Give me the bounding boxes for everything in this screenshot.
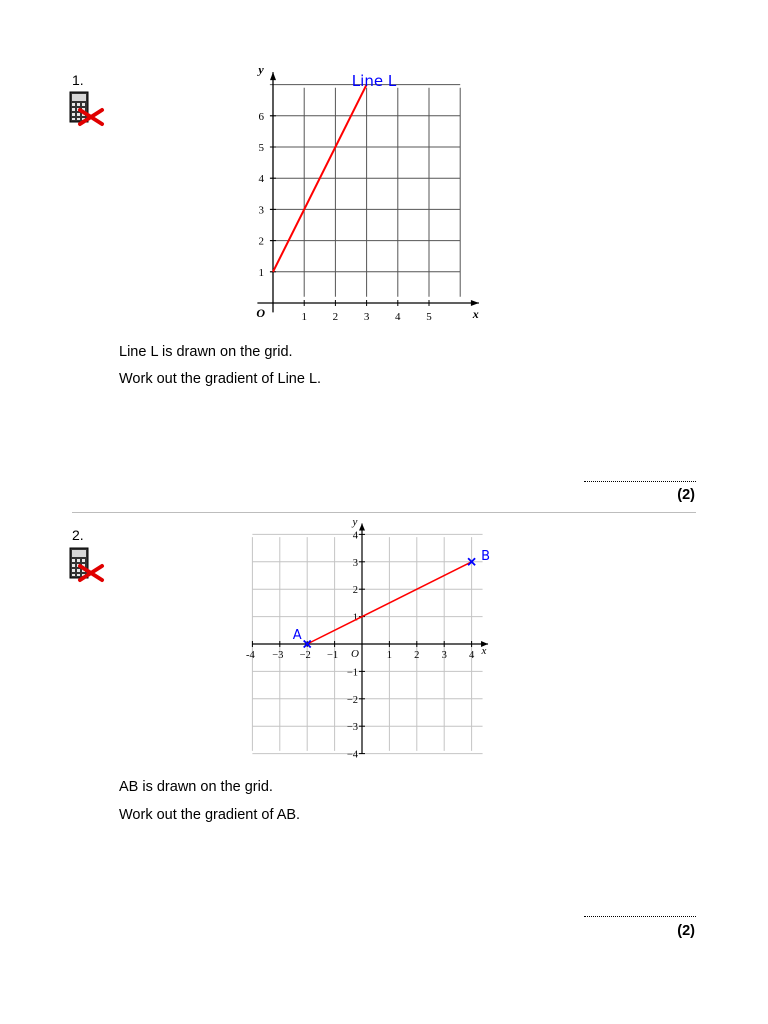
y-axis-label: y bbox=[258, 62, 264, 77]
question-2-text-2: Work out the gradient of AB. bbox=[119, 807, 301, 823]
x-tick-label: −2 bbox=[299, 650, 311, 661]
y-axis-label: y bbox=[352, 515, 358, 528]
y-tick-label: 2 bbox=[352, 585, 358, 597]
line-l-graph bbox=[248, 62, 488, 324]
no-calculator-icon bbox=[68, 90, 104, 126]
x-tick-label: 3 bbox=[363, 311, 370, 323]
question-2-marks: (2) bbox=[677, 923, 695, 939]
x-tick-label: 2 bbox=[332, 311, 339, 323]
y-tick-label: −2 bbox=[346, 694, 358, 706]
question-separator bbox=[72, 512, 696, 513]
x-axis-label: x bbox=[481, 645, 487, 657]
x-tick-label: 3 bbox=[441, 650, 447, 661]
question-1-text-1: Line L is drawn on the grid. bbox=[119, 344, 293, 360]
x-axis-label: x bbox=[472, 307, 479, 321]
y-tick-label: 4 bbox=[352, 530, 358, 542]
y-axis-arrow bbox=[270, 72, 276, 80]
origin-label: O bbox=[256, 306, 265, 320]
x-tick-label: 4 bbox=[468, 650, 475, 661]
y-tick-label: 6 bbox=[258, 110, 264, 123]
y-tick-label: 4 bbox=[258, 173, 264, 186]
x-tick-label: 2 bbox=[414, 650, 420, 661]
tick-labels bbox=[256, 63, 478, 323]
y-axis-arrow bbox=[359, 523, 365, 530]
tick-labels bbox=[246, 516, 486, 761]
question-1-text-2: Work out the gradient of Line L. bbox=[119, 371, 322, 387]
question-2-text-1: AB is drawn on the grid. bbox=[119, 779, 273, 795]
axes bbox=[252, 523, 491, 753]
y-tick-label: 2 bbox=[258, 235, 264, 248]
point-a-label: A bbox=[292, 628, 302, 643]
point-b-label: B bbox=[481, 548, 491, 564]
x-tick-label: 1 bbox=[301, 311, 307, 323]
x-tick-label: 5 bbox=[426, 311, 432, 323]
x-tick-label: -4 bbox=[246, 650, 255, 661]
question-1-number: 1. bbox=[72, 72, 84, 88]
y-tick-label: 5 bbox=[258, 142, 264, 154]
y-tick-label: 1 bbox=[258, 266, 264, 279]
no-calculator-icon bbox=[68, 546, 104, 582]
y-tick-label: −3 bbox=[346, 722, 358, 734]
question-1-marks: (2) bbox=[677, 487, 695, 503]
x-tick-label: 4 bbox=[395, 311, 401, 323]
x-tick-label: 1 bbox=[386, 650, 393, 661]
points bbox=[293, 549, 490, 648]
ab-graph bbox=[246, 515, 496, 761]
question-2-number: 2. bbox=[72, 527, 84, 543]
y-tick-label: 1 bbox=[352, 612, 358, 624]
grid-lines bbox=[270, 85, 460, 297]
y-tick-label: 3 bbox=[258, 204, 264, 217]
chart-title: Line L bbox=[351, 72, 397, 90]
y-tick-label: 3 bbox=[352, 557, 358, 569]
x-axis-arrow bbox=[471, 300, 479, 306]
answer-line-1[interactable] bbox=[584, 481, 696, 482]
x-tick-label: −3 bbox=[272, 650, 284, 661]
origin-label: O bbox=[351, 648, 359, 660]
y-tick-label: −4 bbox=[346, 749, 358, 761]
axes bbox=[257, 72, 479, 312]
x-tick-label: −1 bbox=[327, 650, 339, 661]
y-tick-label: −1 bbox=[346, 667, 358, 679]
answer-line-2[interactable] bbox=[584, 916, 696, 917]
